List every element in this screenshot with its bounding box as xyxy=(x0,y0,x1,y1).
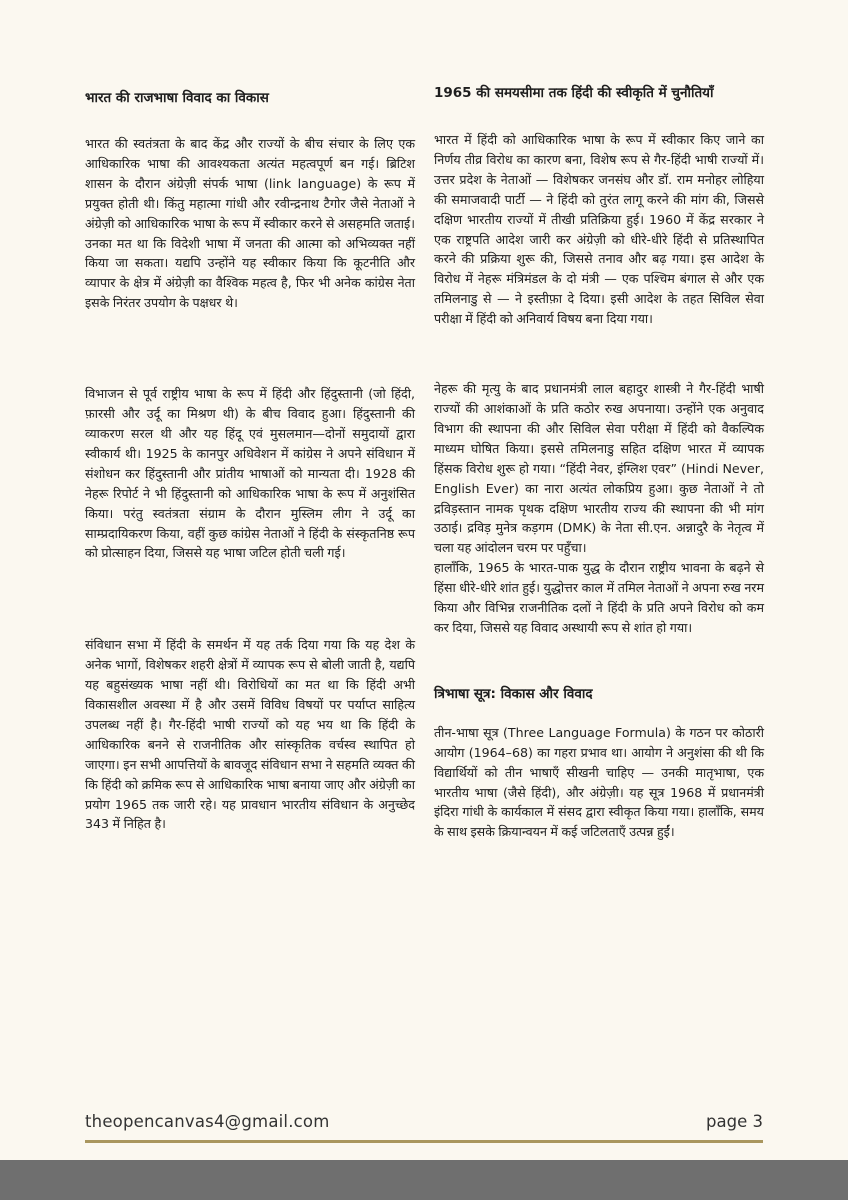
paragraph-partition: विभाजन से पूर्व राष्ट्रीय भाषा के रूप में हिंदी और हिंदुस्तानी (जो हिंदी, फ़ारसी और उर्दू का मिश्रण थी) के बीच विवाद हुआ। हिंदुस्तानी की व्याकरण सरल थी और यह हिंदू एवं मुसलमान—दोनों समुदायों द्वारा स्वीकार्य थी। 1925 के कानपुर अधिवेशन में कांग्रेस ने अपने संविधान में संशोधन कर हिंदुस्तानी और प्रांतीय भाषाओं को मान्यता दी। 1928 की नेहरू रिपोर्ट ने भी हिंदुस्तानी को आधिकारिक भाषा के रूप में अनुशंसित किया। परंतु स्वतंत्रता संग्राम के दौरान मुस्लिम लीग ने उर्दू का साम्प्रदायिकरण किया, वहीं कुछ कांग्रेस नेताओं ने हिंदी के संस्कृतनिष्ठ रूप को प्रोत्साहन दिया, जिससे यह भाषा जटिल होती चली गई। xyxy=(85,386,415,561)
paragraph-shastri: नेहरू की मृत्यु के बाद प्रधानमंत्री लाल बहादुर शास्त्री ने गैर-हिंदी भाषी राज्यों की आशंकाओं के प्रति कठोर रुख अपनाया। उन्होंने एक अनुवाद विभाग की स्थापना की और सिविल सेवा परीक्षा में हिंदी को वैकल्पिक माध्यम घोषित किया। इससे तमिलनाडु सहित दक्षिण भारत में व्यापक हिंसक विरोध शुरू हो गया। “हिंदी नेवर, इंग्लिश एवर” (Hindi Never, English Ever) का नारा अत्यंत लोकप्रिय हुआ। कुछ नेताओं ने तो द्रविड़स्तान नामक पृथक दक्षिण भारतीय राज्य की स्थापना की भी मांग उठाई। द्रविड़ मुनेत्र कड़गम (DMK) के नेता सी.एन. अन्नादुरै के नेतृत्व में चला यह आंदोलन चरम पर पहुँचा। xyxy=(434,381,764,556)
right-column xyxy=(434,80,764,842)
footer-email: theopencanvas4@gmail.com xyxy=(85,1112,330,1131)
footer-divider xyxy=(85,1140,763,1143)
page-number: page 3 xyxy=(706,1112,763,1131)
paragraph-constituent-assembly: संविधान सभा में हिंदी के समर्थन में यह तर्क दिया गया कि यह देश के अनेक भागों, विशेषकर शहरी क्षेत्रों में व्यापक रूप से बोली जाती है, यद्यपि यह बहुसंख्यक भाषा नहीं थी। विरोधियों का मत था कि हिंदी अभी विकासशील अवस्था में है और उसमें विविध विषयों पर पर्याप्त साहित्य उपलब्ध नहीं है। गैर-हिंदी भाषी राज्यों को यह भय था कि हिंदी के आधिकारिक बनने से राजनीतिक और सांस्कृतिक वर्चस्व स्थापित हो जाएगा। इन सभी आपत्तियों के बावजूद संविधान सभा ने सहमति व्यक्त की कि हिंदी को क्रमिक रूप से आधिकारिक भाषा बनाया जाए और अंग्रेज़ी का प्रयोग 1965 तक जारी रहे। यह प्रावधान भारतीय संविधान के अनुच्छेद 343 में निहित है। xyxy=(85,637,415,832)
section-heading-1965-challenges: 1965 की समयसीमा तक हिंदी की स्वीकृति में चुनौतियाँ xyxy=(434,85,714,101)
section-heading-three-language: त्रिभाषा सूत्र: विकास और विवाद xyxy=(434,685,593,702)
section-heading-rajbhasha: भारत की राजभाषा विवाद का विकास xyxy=(85,90,269,106)
paragraph-independence: भारत की स्वतंत्रता के बाद केंद्र और राज्यों के बीच संचार के लिए एक आधिकारिक भाषा की आवश्यकता अत्यंत महत्वपूर्ण बन गई। ब्रिटिश शासन के दौरान अंग्रेज़ी संपर्क भाषा (link language) के रूप में प्रयुक्त होती थी। किंतु महात्मा गांधी और रवीन्द्रनाथ टैगोर जैसे नेताओं ने अंग्रेज़ी को आधिकारिक भाषा के रूप में स्वीकार करने से असहमति जताई। उनका मत था कि विदेशी भाषा में जनता की आत्मा को अभिव्यक्त नहीं किया जा सकता। यद्यपि उन्होंने यह स्वीकार किया कि कूटनीति और व्यापार के क्षेत्र में अंग्रेज़ी का वैश्विक महत्व है, फिर भी अनेक कांग्रेस नेता इसके निरंतर उपयोग के पक्षधर थे। xyxy=(85,136,415,311)
paragraph-opposition: भारत में हिंदी को आधिकारिक भाषा के रूप में स्वीकार किए जाने का निर्णय तीव्र विरोध का कारण बना, विशेष रूप से गैर-हिंदी भाषी राज्यों में। उत्तर प्रदेश के नेताओं — विशेषकर जनसंघ और डॉ. राम मनोहर लोहिया की समाजवादी पार्टी — ने हिंदी को तुरंत लागू करने की मांग की, जिससे दक्षिण भारतीय राज्यों में तीखी प्रतिक्रिया हुई। 1960 में केंद्र सरकार ने एक राष्ट्रपति आदेश जारी कर अंग्रेज़ी को धीरे-धीरे हिंदी से प्रतिस्थापित करने की प्रक्रिया शुरू की, जिससे तनाव और बढ़ गया। इस आदेश के विरोध में नेहरू मंत्रिमंडल के दो मंत्री — एक पश्चिम बंगाल से और एक तमिलनाडु से — ने इस्तीफ़ा दे दिया। इसी आदेश के तहत सिविल सेवा परीक्षा में हिंदी को अनिवार्य विषय बना दिया गया। xyxy=(434,132,764,327)
paragraph-three-language-formula: तीन-भाषा सूत्र (Three Language Formula) के गठन पर कोठारी आयोग (1964–68) का गहरा प्रभाव था। आयोग ने अनुशंसा की थी कि विद्यार्थियों को तीन भाषाएँ सीखनी चाहिए — उनकी मातृभाषा, एक भारतीय भाषा (जैसे हिंदी), और अंग्रेज़ी। यह सूत्र 1968 में प्रधानमंत्री इंदिरा गांधी के कार्यकाल में संसद द्वारा स्वीकृत किया गया। हालाँकि, समय के साथ इसके क्रियान्वयन में कई जटिलताएँ उत्पन्न हुईं। xyxy=(434,724,764,840)
paragraph-indo-pak-war: हालाँकि, 1965 के भारत-पाक युद्ध के दौरान राष्ट्रीय भावना के बढ़ने से हिंसा धीरे-धीरे शांत हुई। युद्धोत्तर काल में तमिल नेताओं ने अपना रुख नरम किया और विभिन्न राजनीतिक दलों ने हिंदी के प्रति अपने विरोध को कम कर दिया, जिससे यह विवाद अस्थायी रूप से शांत हो गया। xyxy=(434,560,764,635)
left-column xyxy=(85,80,415,834)
bottom-band xyxy=(0,1160,848,1200)
